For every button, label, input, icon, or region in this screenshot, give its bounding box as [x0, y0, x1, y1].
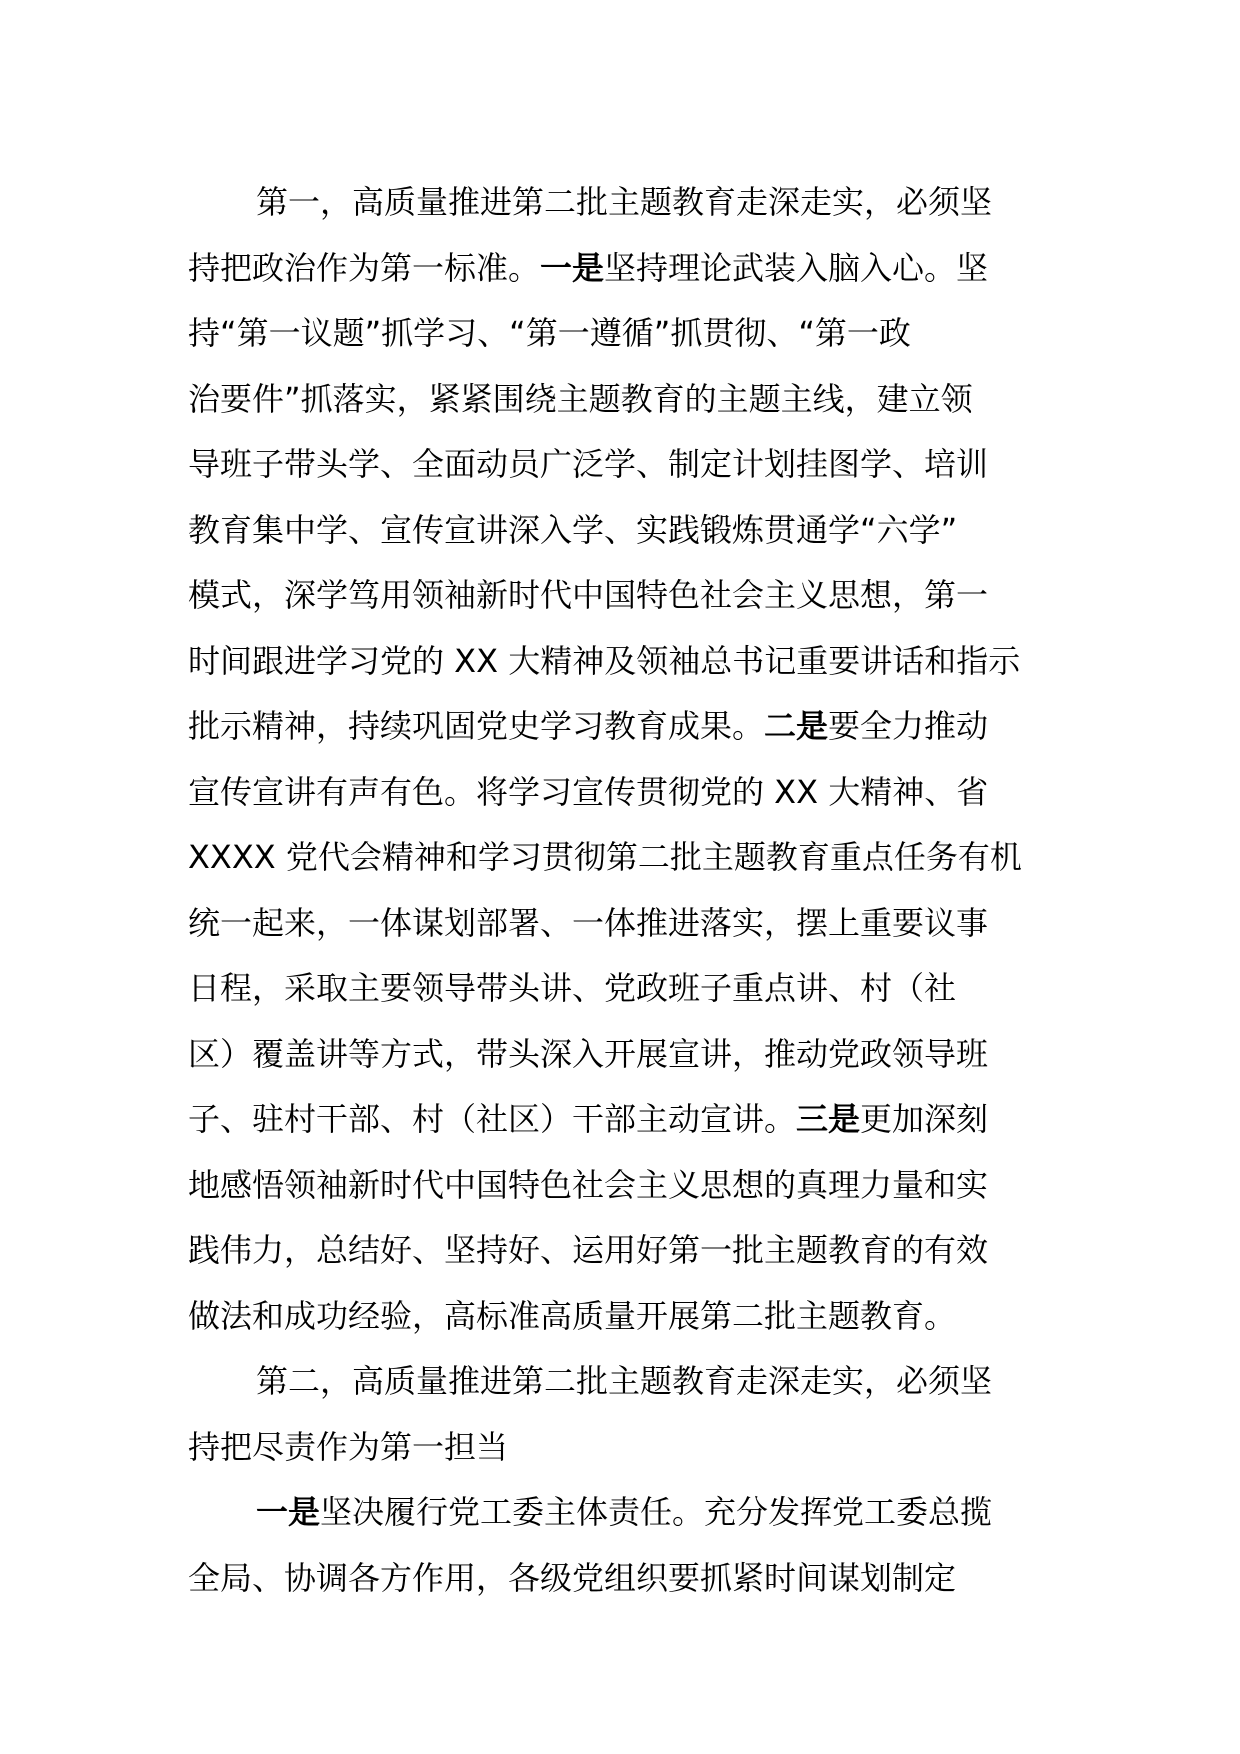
- text-line: 子、驻村干部、村（社区）干部主动宣讲。三是更加深刻: [188, 1100, 989, 1138]
- text-line: 第一，高质量推进第二批主题教育走深走实，必须坚: [256, 183, 993, 221]
- text-line: 持把政治作为第一标准。一是坚持理论武装入脑入心。坚: [188, 248, 989, 287]
- text-line: 一是坚决履行党工委主体责任。充分发挥党工委总揽: [256, 1493, 993, 1531]
- text-line: 宣传宣讲有声有色。将学习宣传贯彻党的 XX 大精神、省: [188, 772, 989, 811]
- text-line: 做法和成功经验，高标准高质量开展第二批主题教育。: [188, 1296, 957, 1335]
- paragraph-2: [188, 1349, 1058, 1480]
- paragraph-3: [188, 1480, 1058, 1611]
- text-line: 治要件”抓落实，紧紧围绕主题教育的主题主线，建立领: [188, 379, 973, 418]
- text-line: 持“第一议题”抓学习、“第一遵循”抓贯彻、“第一政: [188, 314, 911, 352]
- paragraph-1: [188, 170, 1058, 1349]
- text-line: XXXX 党代会精神和学习贯彻第二批主题教育重点任务有机: [188, 838, 1022, 876]
- text-line: 第二，高质量推进第二批主题教育走深走实，必须坚: [256, 1362, 993, 1400]
- bold-marker: 一是: [540, 248, 605, 287]
- bold-marker: 三是: [796, 1100, 861, 1138]
- text-line: 模式，深学笃用领袖新时代中国特色社会主义思想，第一: [188, 576, 989, 614]
- document-page: [188, 170, 1058, 1611]
- text-line: 地感悟领袖新时代中国特色社会主义思想的真理力量和实: [188, 1165, 989, 1204]
- text-line: 统一起来，一体谋划部署、一体推进落实，摆上重要议事: [188, 903, 989, 942]
- text-line: 批示精神，持续巩固党史学习教育成果。二是要全力推动: [188, 707, 989, 745]
- text-line: 时间跟进学习党的 XX 大精神及领袖总书记重要讲话和指示: [188, 641, 1021, 680]
- text-line: 践伟力，总结好、坚持好、运用好第一批主题教育的有效: [188, 1231, 989, 1269]
- text-line: 日程，采取主要领导带头讲、党政班子重点讲、村（社: [188, 969, 957, 1007]
- text-line: 全局、协调各方作用，各级党组织要抓紧时间谋划制定: [188, 1558, 957, 1597]
- text-line: 区）覆盖讲等方式，带头深入开展宣讲，推动党政领导班: [188, 1034, 989, 1073]
- bold-marker: 二是: [764, 707, 829, 745]
- text-line: 持把尽责作为第一担当: [188, 1427, 509, 1466]
- bold-marker: 一是: [256, 1493, 321, 1531]
- text-line: 教育集中学、宣传宣讲深入学、实践锻炼贯通学“六学”: [188, 510, 958, 549]
- text-line: 导班子带头学、全面动员广泛学、制定计划挂图学、培训: [188, 445, 989, 483]
